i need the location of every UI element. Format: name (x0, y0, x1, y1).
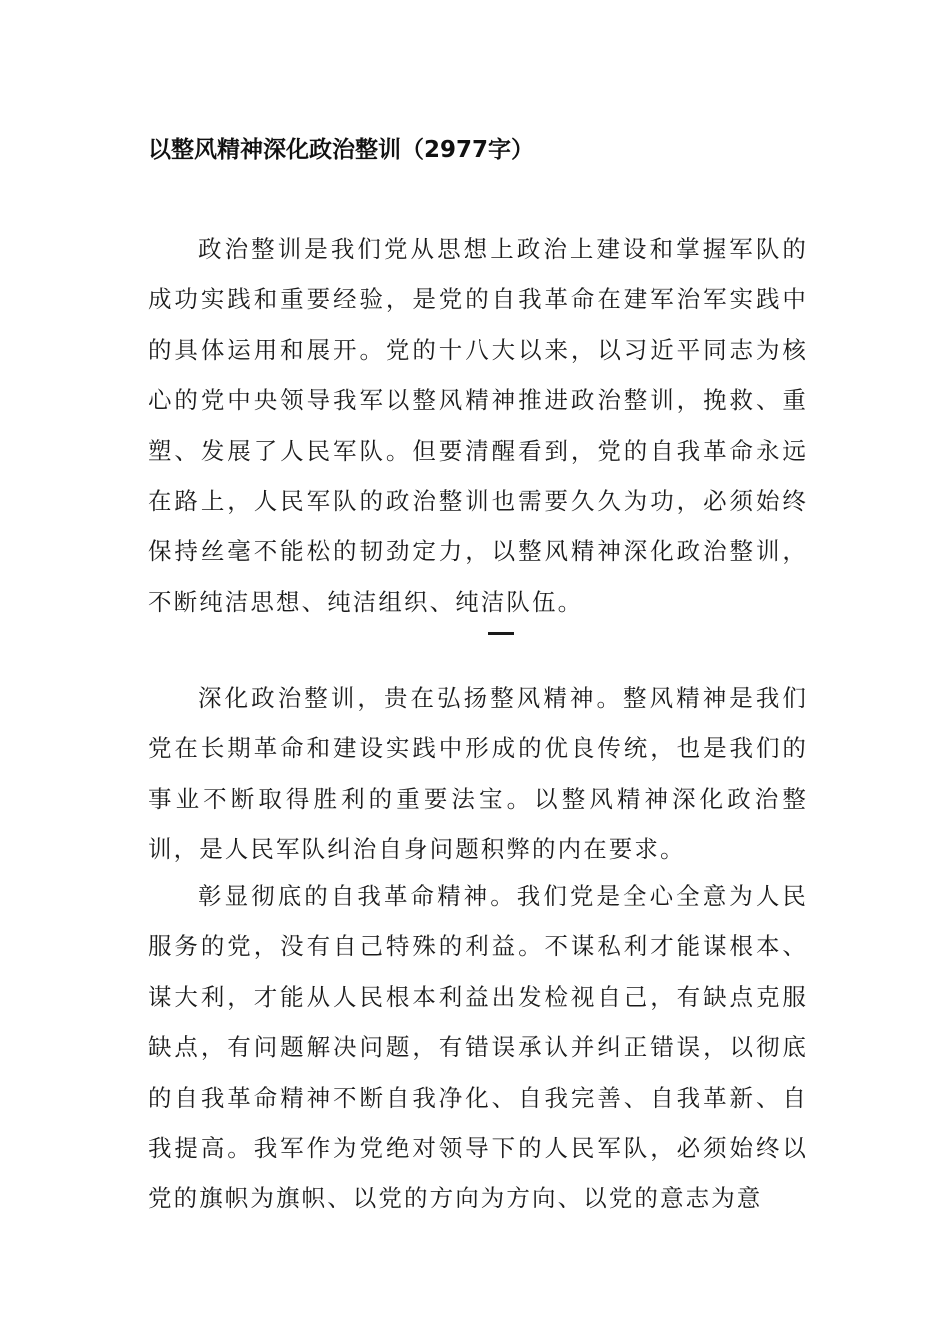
paragraph-section-one-lead: 深化政治整训，贵在弘扬整风精神。整风精神是我们党在长期革命和建设实践中形成的优良传统，也是我们的事业不断取得胜利的重要法宝。以整风精神深化政治整训，是人民军队纠治自身问题积弊的内在要求。 (148, 684, 808, 864)
document-title: 以整风精神深化政治整训（2977字） (148, 137, 535, 163)
paragraph-self-revolution: 彰显彻底的自我革命精神。我们党是全心全意为人民服务的党，没有自己特殊的利益。不谋私利才能谋根本、谋大利，才能从人民根本利益出发检视自己，有缺点克服缺点，有问题解决问题，有错误承认并纠正错误，以彻底的自我革命精神不断自我净化、自我完善、自我革新、自我提高。我军作为党绝对领导下的人民军队，必须始终以党的旗帜为旗帜、以党的方向为方向、以党的意志为意 (148, 882, 808, 1213)
section-heading-one (488, 632, 514, 635)
paragraph-intro: 政治整训是我们党从思想上政治上建设和掌握军队的成功实践和重要经验，是党的自我革命在建军治军实践中的具体运用和展开。党的十八大以来，以习近平同志为核心的党中央领导我军以整风精神推进政治整训，挽救、重塑、发展了人民军队。但要清醒看到，党的自我革命永远在路上，人民军队的政治整训也需要久久为功，必须始终保持丝毫不能松的韧劲定力，以整风精神深化政治整训，不断纯洁思想、纯洁组织、纯洁队伍。 (148, 235, 808, 616)
